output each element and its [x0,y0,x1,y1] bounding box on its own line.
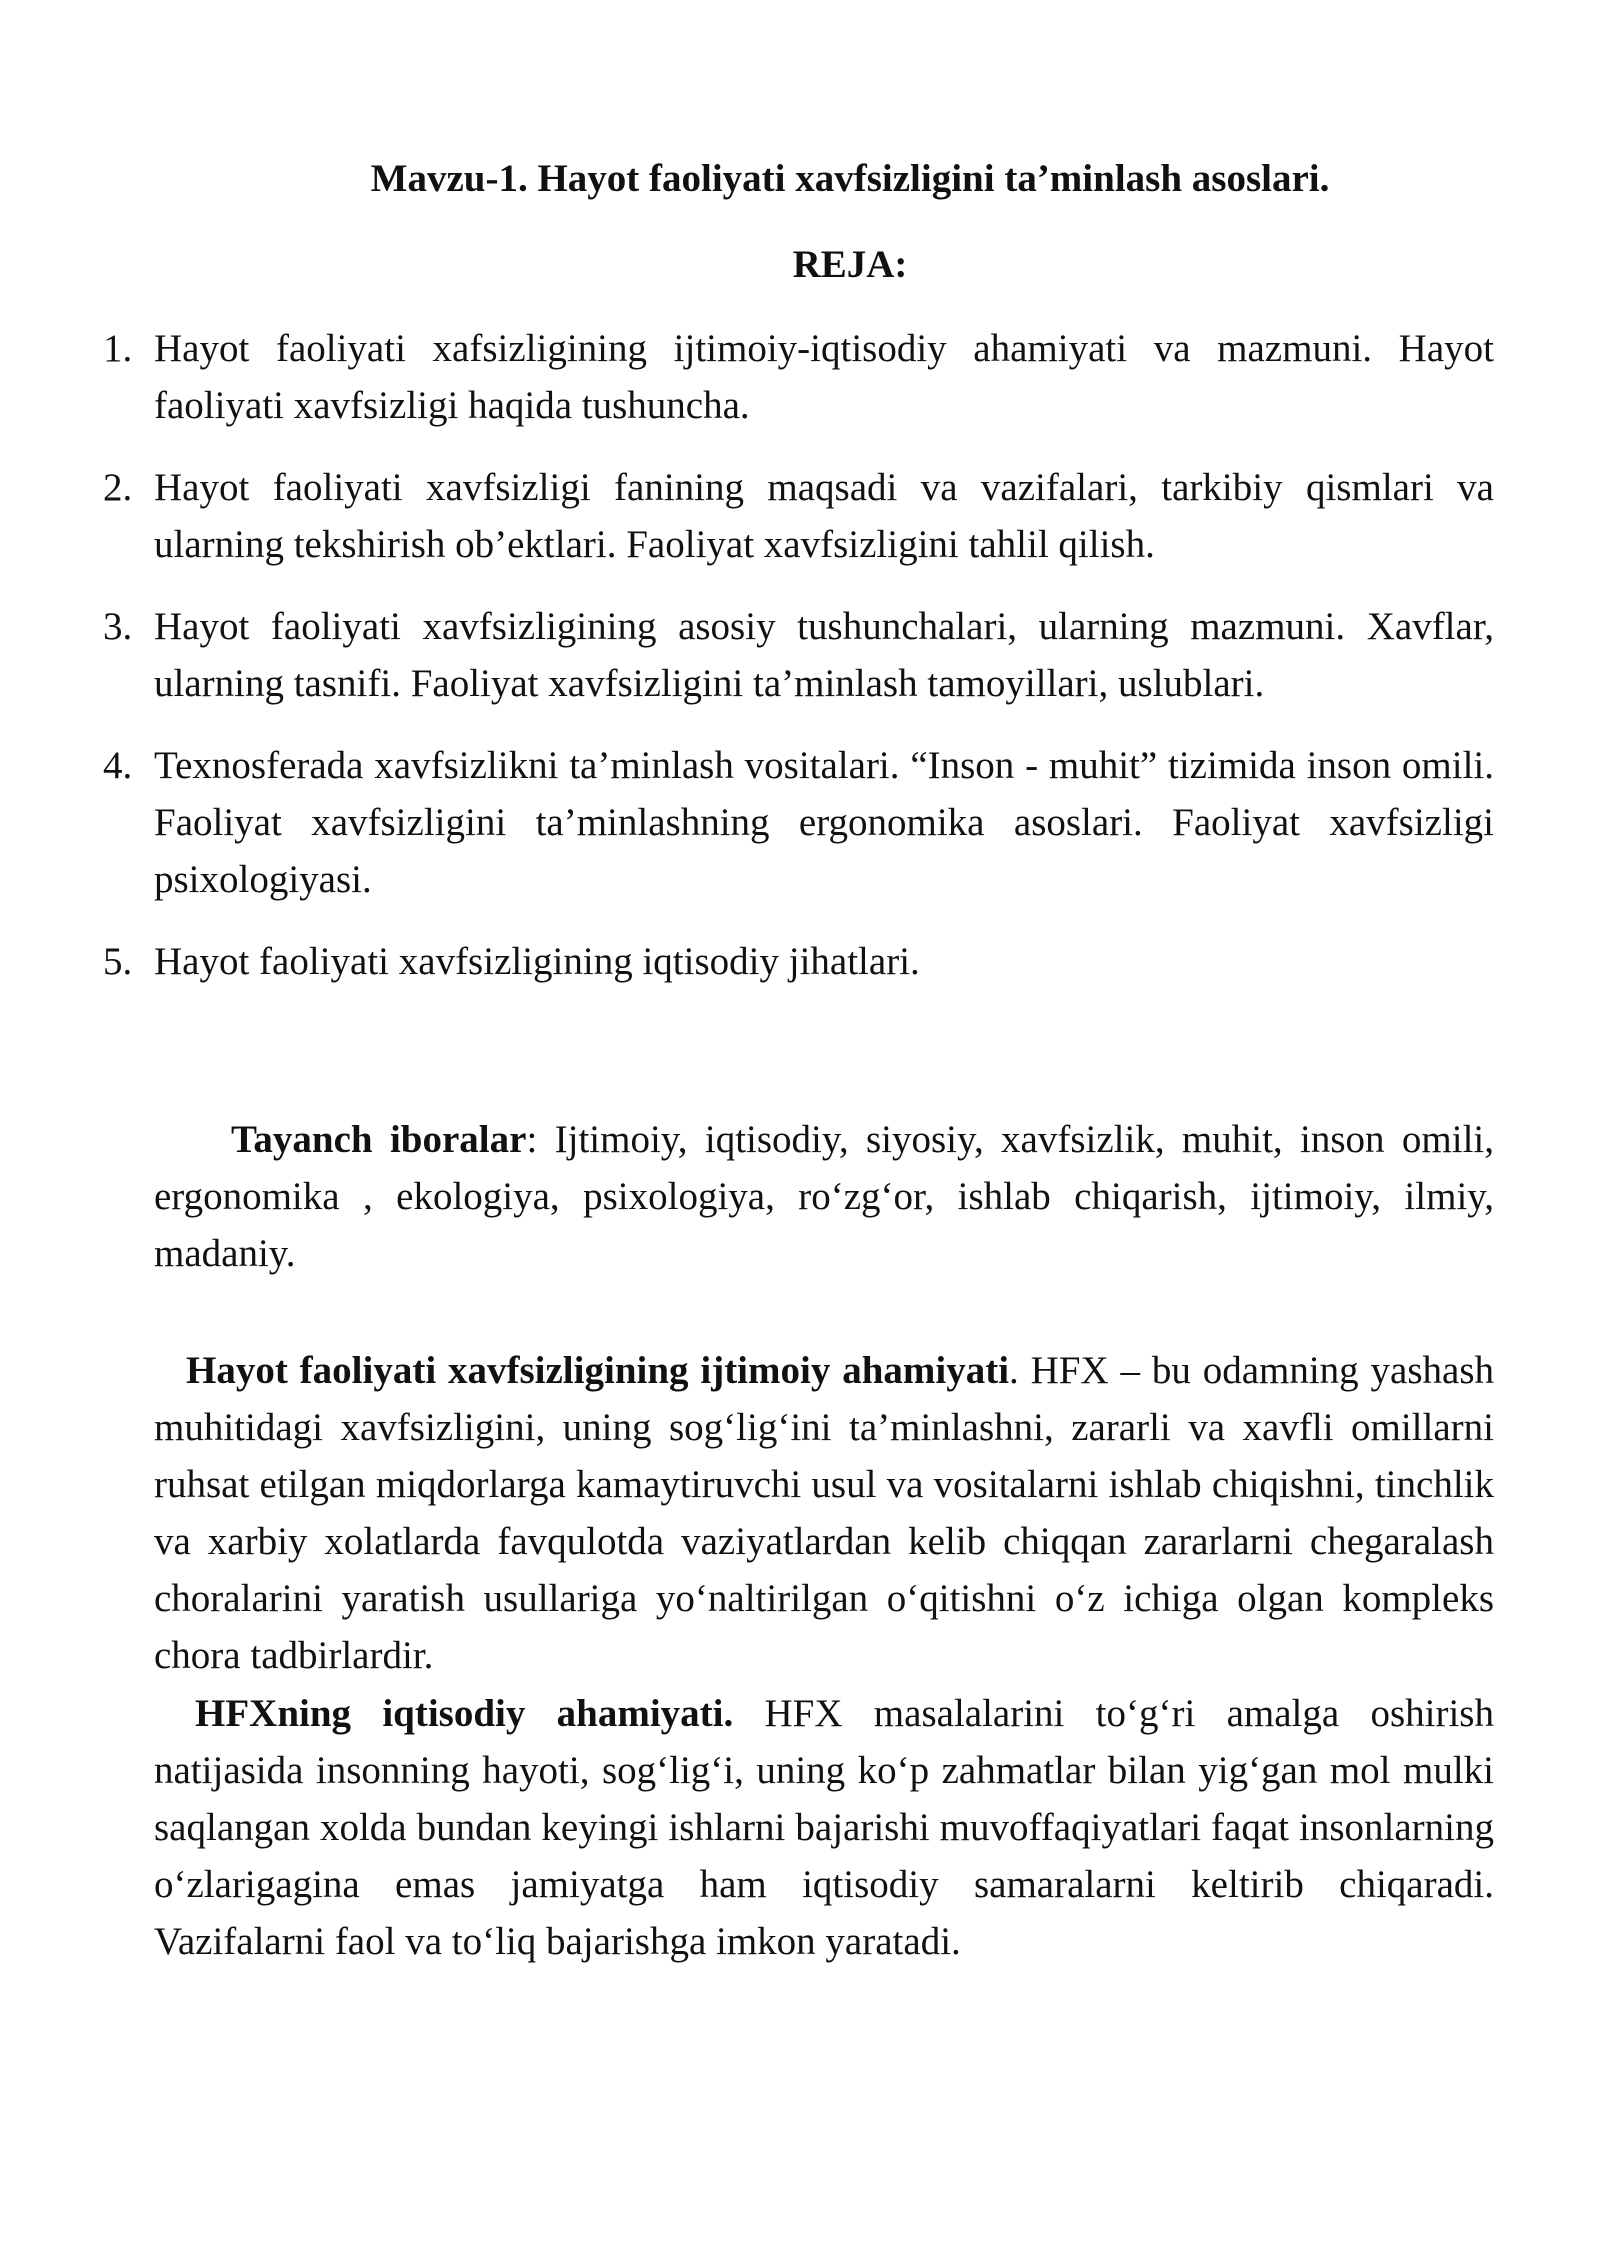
economic-significance-text: HFX masalalarini to‘g‘ri amalga oshirish natijasida insonning hayoti, sog‘lig‘i, uning ko‘p zahmatlar bilan yig‘gan mol mulki saqlangan xolda bundan keyingi ishlarni bajarishi muvoffaqiyatlari faqat insonlarning o‘zlarigagina emas jamiyatga ham iqtisodiy samaralarni keltirib chiqaradi. Vazifalarni faol va to‘liq bajarishga imkon yaratadi. [154,1692,1494,1963]
plan-item-text: Texnosferada xavfsizlikni ta’minlash vositalari. “Inson - muhit” tizimida inson omili. Faoliyat xavfsizligini ta’minlashning ergonomika asoslari. Faoliyat xavfsizligi psixologiyasi. [154,744,1494,901]
social-significance-heading: Hayot faoliyati xavfsizligining ijtimoiy ahamiyati [186,1349,1010,1392]
economic-significance-paragraph [154,1685,1494,1970]
plan-item-number: 4. [103,744,133,787]
economic-significance-heading: HFXning iqtisodiy ahamiyati. [195,1692,734,1735]
plan-item-number: 2. [103,466,133,509]
plan-item-text: Hayot faoliyati xafsizligining ijtimoiy-iqtisodiy ahamiyati va mazmuni. Hayot faoliyati xavfsizligi haqida tushuncha. [154,327,1494,427]
plan-item-4 [103,737,1494,908]
plan-item-3 [103,598,1494,712]
keywords-label: Tayanch iboralar [231,1118,527,1161]
social-significance-text: . HFX – bu odamning yashash muhitidagi xavfsizligini, uning sog‘lig‘ini ta’minlashni, zararli va xavfli omillarni ruhsat etilgan miqdorlarga kamaytiruvchi usul va vositalarni ishlab chiqishni, tinchlik va xarbiy xolatlarda favqulotda vaziyatlardan kelib chiqqan zararlarni chegaralash choralarini yaratish usullariga yo‘naltirilgan o‘qitishni o‘z ichiga olgan kompleks chora tadbirlardir. [154,1349,1494,1677]
keywords-text: : Ijtimoiy, iqtisodiy, siyosiy, xavfsizlik, muhit, inson omili, ergonomika , ekologiya, psixologiya, ro‘zg‘or, ishlab chiqarish, ijtimoiy, ilmiy, madaniy. [154,1118,1494,1275]
plan-item-1 [103,320,1494,434]
plan-item-text: Hayot faoliyati xavfsizligining iqtisodiy jihatlari. [154,940,920,983]
document-title: Mavzu-1. Hayot faoliyati xavfsizligini ta’minlash asoslari. [370,157,1330,200]
plan-list [103,320,1494,1015]
plan-item-number: 1. [103,327,133,370]
plan-heading: REJA: [792,243,908,286]
plan-item-text: Hayot faoliyati xavfsizligi fanining maqsadi va vazifalari, tarkibiy qismlari va ularning tekshirish ob’ektlari. Faoliyat xavfsizligini tahlil qilish. [154,466,1494,566]
keywords-paragraph [154,1111,1494,1282]
plan-item-5 [103,933,1494,990]
plan-item-number: 3. [103,605,133,648]
plan-item-text: Hayot faoliyati xavfsizligining asosiy tushunchalari, ularning mazmuni. Xavflar, ularning tasnifi. Faoliyat xavfsizligini ta’minlash tamoyillari, uslublari. [154,605,1494,705]
plan-item-2 [103,459,1494,573]
plan-item-number: 5. [103,940,133,983]
social-significance-paragraph [154,1342,1494,1684]
